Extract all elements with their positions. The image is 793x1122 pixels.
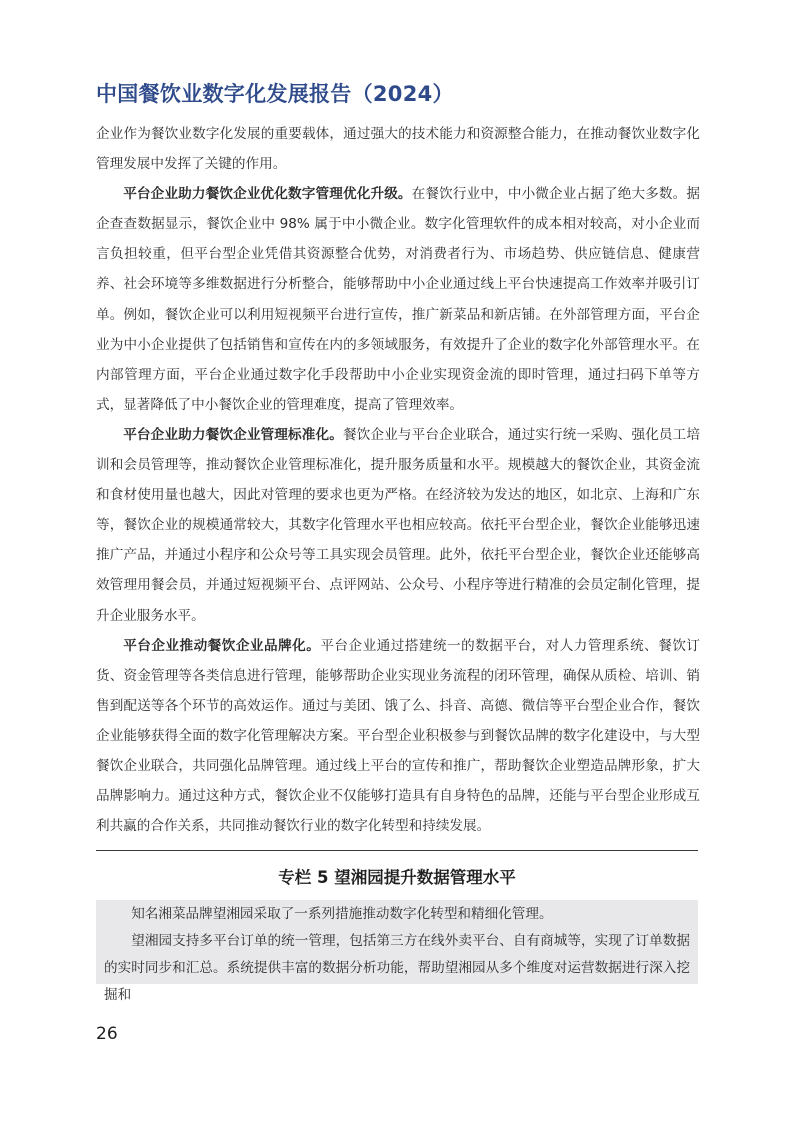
section-text-1: 在餐饮行业中，中小微企业占据了绝大多数。据企查查数据显示，餐饮企业中 98% 属于中小微企业。数字化管理软件的成本相对较高，对小企业而言负担较重，但平台型企业凭借其资源整合优势，对消费者行为、市场趋势、供应链信息、健康营养、社会环境等多维数据进行分析整合，能够帮助中小企业通过线上平台快速提高工作效率并吸引订单。例如，餐饮企业可以利用短视频平台进行宣传，推广新菜品和新店铺。在外部管理方面，平台企业为中小企业提供了包括销售和宣传在内的多领域服务，有效提升了企业的数字化外部管理水平。在内部管理方面，平台企业通过数字化手段帮助中小企业实现资金流的即时管理，通过扫码下单等方式，显著降低了中小餐饮企业的管理难度，提高了管理效率。 bbox=[96, 186, 701, 413]
intro-paragraph: 企业作为餐饮业数字化发展的重要载体，通过强大的技术能力和资源整合能力，在推动餐饮业数字化管理发展中发挥了关键的作用。 bbox=[96, 126, 700, 173]
case-box-divider bbox=[96, 850, 698, 851]
case-box-paragraph-1: 知名湘菜品牌望湘园采取了一系列措施推动数字化转型和精细化管理。 bbox=[131, 906, 553, 922]
page-number: 26 bbox=[96, 1024, 118, 1044]
section-text-3: 平台企业通过搭建统一的数据平台，对人力管理系统、餐饮订货、资金管理等各类信息进行管理，能够帮助企业实现业务流程的闭环管理，确保从质检、培训、销售到配送等各个环节的高效运作。通过与美团、饿了么、抖音、高德、微信等平台型企业合作，餐饮企业能够获得全面的数字化管理解决方案。平台型企业积极参与到餐饮品牌的数字化建设中，与大型餐饮企业联合，共同强化品牌管理。通过线上平台的宣传和推广，帮助餐饮企业塑造品牌形象，扩大品牌影响力。通过这种方式，餐饮企业不仅能够打造具有自身特色的品牌，还能与平台型企业形成互利共赢的合作关系，共同推动餐饮行业的数字化转型和持续发展。 bbox=[96, 637, 701, 835]
case-box-paragraph-2: 望湘园支持多平台订单的统一管理，包括第三方在线外卖平台、自有商城等，实现了订单数据的实时同步和汇总。系统提供丰富的数据分析功能，帮助望湘园从多个维度对运营数据进行深入挖掘和 bbox=[104, 933, 690, 1003]
page-title: 中国餐饮业数字化发展报告（2024） bbox=[96, 82, 454, 106]
case-box-title: 专栏 5 望湘园提升数据管理水平 bbox=[278, 868, 516, 887]
section-paragraph-3 bbox=[96, 631, 700, 842]
section-paragraph-2 bbox=[96, 420, 700, 631]
section-text-2: 餐饮企业与平台企业联合，通过实行统一采购、强化员工培训和会员管理等，推动餐饮企业管理标准化，提升服务质量和水平。规模越大的餐饮企业，其资金流和食材使用量也越大，因此对管理的要求也更为严格。在经济较为发达的地区，如北京、上海和广东等，餐饮企业的规模通常较大，其数字化管理水平也相应较高。依托平台型企业，餐饮企业能够迅速推广产品，并通过小程序和公众号等工具实现会员管理。此外，依托平台型企业，餐饮企业还能够高效管理用餐会员，并通过短视频平台、点评网站、公众号、小程序等进行精准的会员定制化管理，提升企业服务水平。 bbox=[96, 426, 701, 624]
case-box bbox=[96, 900, 698, 1003]
body-text bbox=[96, 119, 700, 841]
section-lead-2: 平台企业助力餐饮企业管理标准化。 bbox=[123, 426, 343, 443]
case-box-text bbox=[96, 900, 698, 1009]
section-lead-3: 平台企业推动餐饮企业品牌化。 bbox=[123, 637, 321, 654]
section-paragraph-1 bbox=[96, 179, 700, 420]
section-lead-1: 平台企业助力餐饮企业优化数字管理优化升级。 bbox=[123, 186, 412, 203]
